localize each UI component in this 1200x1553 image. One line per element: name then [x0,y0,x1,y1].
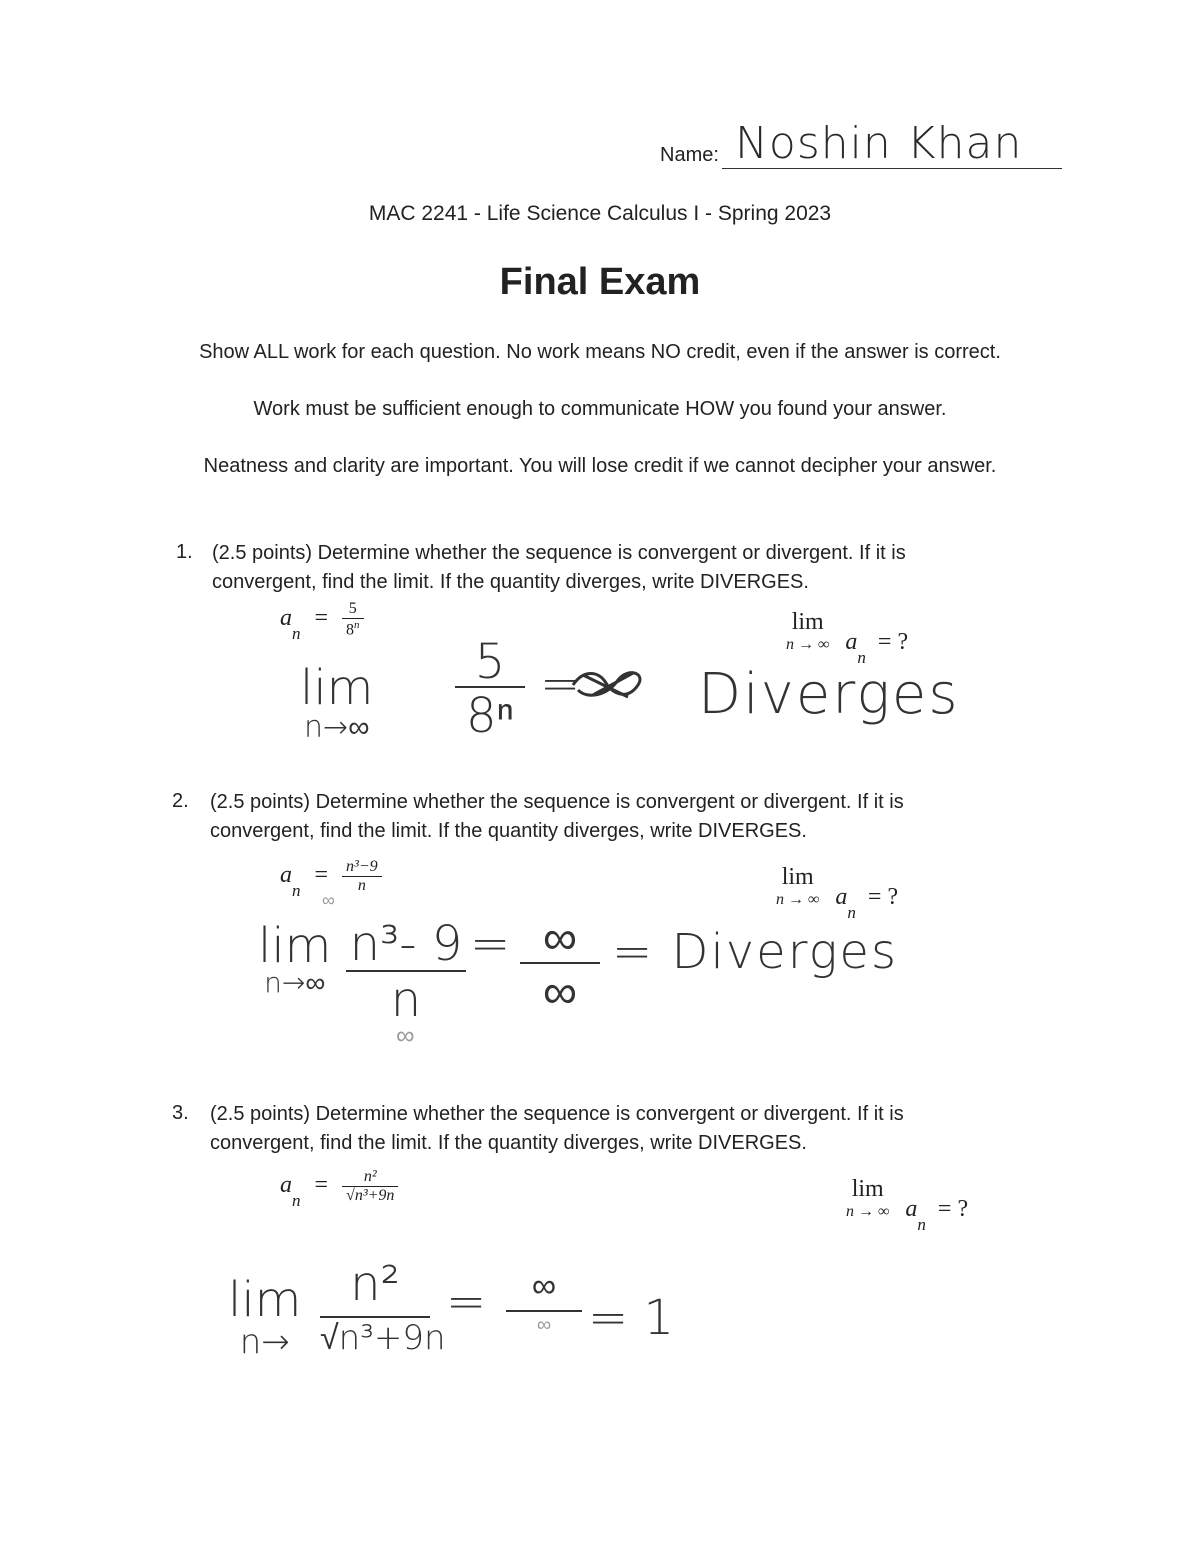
question-1-limit: lim n → ∞ $a_n$ = ? [786,609,909,667]
question-2-work-lim: lim n→∞ [258,918,332,999]
name-label: Name: [660,144,719,166]
instruction-3: Neatness and clarity are important. You will lose credit if we cannot decipher your answer. [203,455,997,477]
question-2-fraction: $\frac{\text{n³−9}}{n}$ [342,858,382,895]
question-1-text [212,539,1012,597]
student-name: Noshin Khan [735,118,1023,169]
question-3-line1: (2.5 points) Determine whether the sequence is convergent or divergent. If it is [210,1103,904,1125]
question-2-work-infinity-fraction: ∞ ∞ [520,910,600,1020]
question-1-line1: (2.5 points) Determine whether the sequence is convergent or divergent. If it is [212,542,906,564]
question-2-line2: convergent, find the limit. If the quantity diverges, write DIVERGES. [210,820,807,842]
question-3-number: 3. [172,1102,189,1124]
question-3-fraction: $\frac{\text{n²}}{\text{√n³+9n}}$ [342,1168,398,1205]
question-1-work-fraction: 5 8ⁿ [455,634,525,744]
question-2-limit: lim n → ∞ $a_n$ = ? [776,864,899,922]
question-1-number: 1. [176,541,193,563]
question-3-answer: = 1 [588,1290,675,1346]
question-2-note-top: ∞ [322,890,335,911]
instruction-1: Show ALL work for each question. No work means NO credit, even if the answer is correct. [199,341,1001,363]
instruction-2: Work must be sufficient enough to communicate HOW you found your answer. [253,398,947,420]
course-title: MAC 2241 - Life Science Calculus I - Spring 2023 [368,202,832,225]
question-2-line1: (2.5 points) Determine whether the sequence is convergent or divergent. If it is [210,791,904,813]
question-3-text [210,1100,1010,1158]
exam-title: Final Exam [499,261,701,303]
question-1-scribble [568,665,650,707]
question-2-work-equals: = [470,916,511,972]
question-1-formula: $a_n$ = $\frac{5}{8^n}$ [280,600,364,639]
question-2-formula: $a_n$ = $\frac{\text{n³−9}}{n}$ [280,858,382,895]
question-3-work-lim: lim n→ [228,1272,302,1362]
question-2-note-bottom: ∞ [396,1021,415,1051]
question-1-work-lim: lim n→∞ [300,660,374,745]
question-2-answer: = Diverges [612,924,898,980]
question-3-limit: lim n → ∞ $a_n$ = ? [846,1176,969,1234]
question-3-work-infinity-fraction: ∞ ∞ [506,1266,582,1337]
question-2-text [210,788,1010,846]
question-2-work-fraction: n³- 9 n [346,916,466,1028]
question-1-work-equals: = [540,656,581,712]
question-3-work-fraction: n² √n³+9n [320,1256,446,1358]
question-1-fraction: $\frac{5}{8^n}$ [342,600,364,639]
question-2-number: 2. [172,790,189,812]
question-1-answer: Diverges [698,662,960,727]
question-1-line2: convergent, find the limit. If the quantity diverges, write DIVERGES. [212,571,809,593]
question-3-line2: convergent, find the limit. If the quantity diverges, write DIVERGES. [210,1132,807,1154]
question-3-work-equals: = [446,1274,487,1330]
question-3-formula: $a_n$ = $\frac{\text{n²}}{\text{√n³+9n}}$ [280,1168,398,1205]
